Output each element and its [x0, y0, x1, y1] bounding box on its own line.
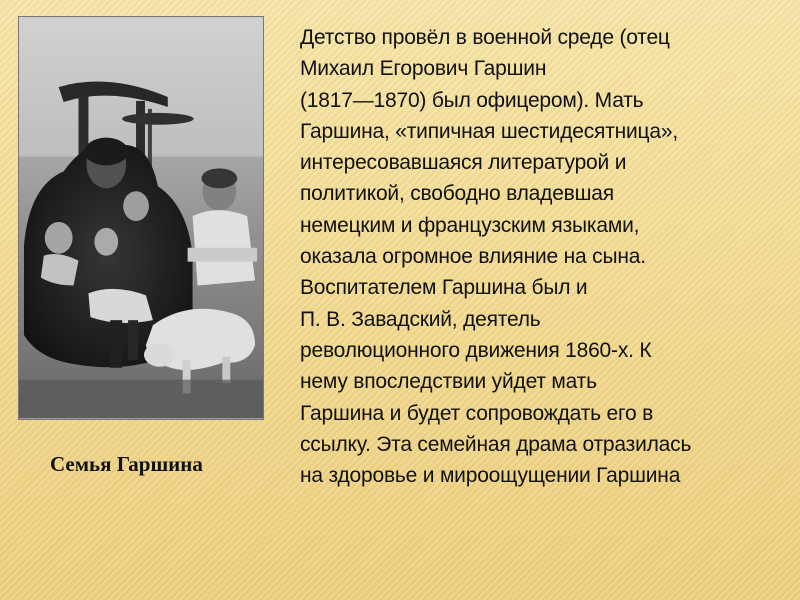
text-line: революционного движения 1860-х. К [300, 338, 652, 362]
family-photo-graphic [19, 17, 263, 419]
text-line: немецким и французским языками, [300, 213, 640, 237]
text-line: нему впоследствии уйдет мать [300, 370, 597, 394]
photo-caption: Семья Гаршина [50, 452, 203, 476]
text-line: Гаршина, «типичная шестидесятница», [300, 119, 678, 143]
text-line: Воспитателем Гаршина был и [300, 276, 588, 300]
text-line: Детство провёл в военной среде (отец [300, 26, 670, 49]
text-line: ссылку. Эта семейная драма отразилась [300, 432, 692, 456]
text-line: П. В. Завадский, деятель [300, 307, 541, 331]
biography-text [300, 22, 790, 491]
text-line: на здоровье и мироощущении Гаршина [300, 464, 681, 488]
text-line: интересовавшаяся литературой и [300, 151, 627, 175]
text-line: политикой, свободно владевшая [300, 182, 614, 206]
text-line: оказала огромное влияние на сына. [300, 245, 646, 269]
text-line: (1817—1870) был офицером). Мать [300, 88, 644, 112]
text-line: Михаил Егорович Гаршин [300, 57, 547, 81]
family-photo-image [18, 16, 264, 420]
text-line: Гаршина и будет сопровождать его в [300, 401, 654, 425]
